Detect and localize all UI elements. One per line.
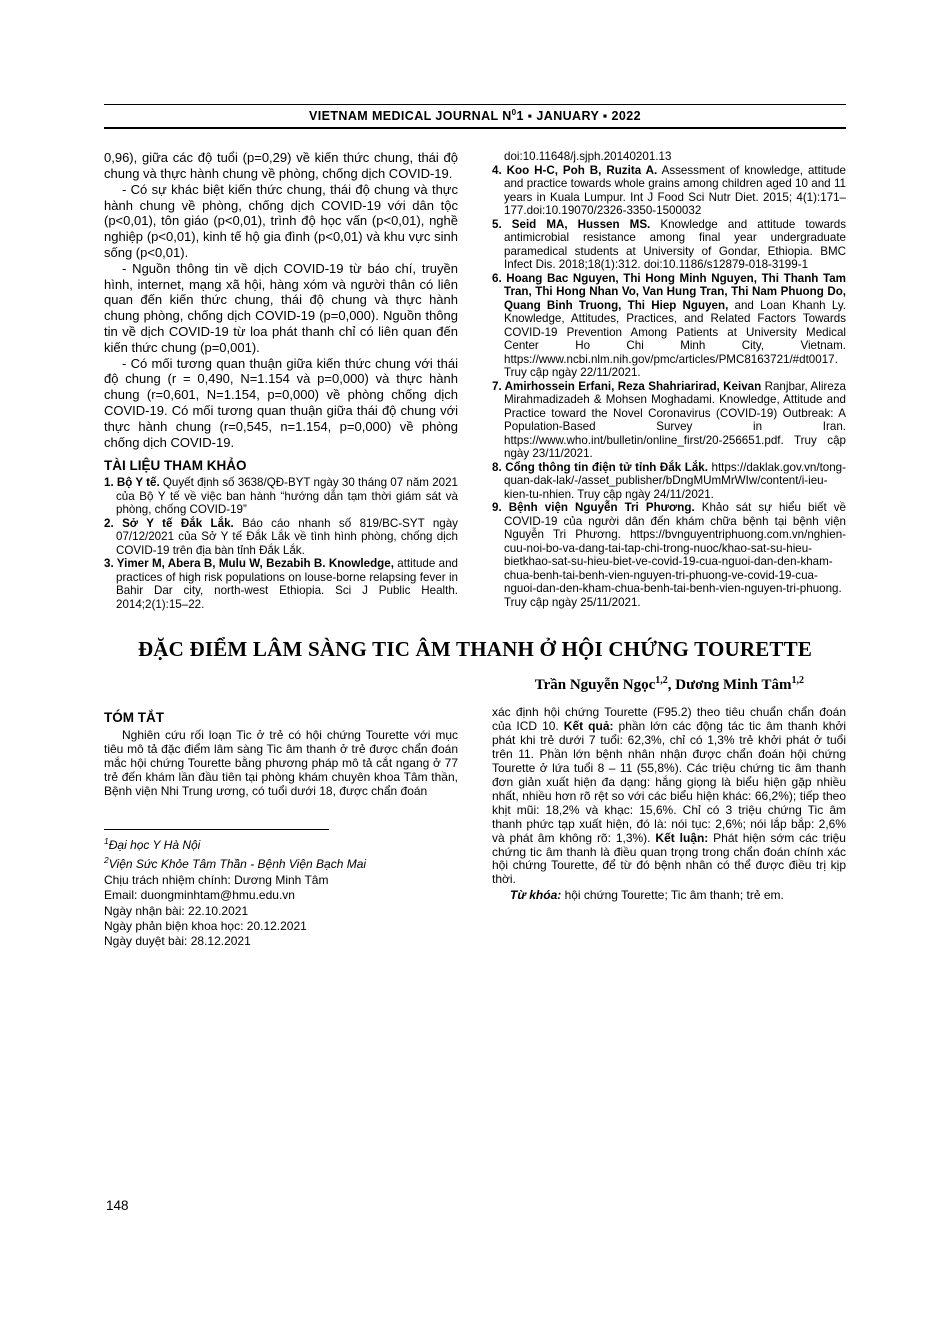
- issue-superscript: 0: [511, 108, 517, 117]
- reviewed-date-line: Ngày phản biện khoa học: 20.12.2021: [104, 919, 307, 934]
- results-paragraph: - Nguồn thông tin về dịch COVID-19 từ báo chí, truyền hình, internet, mạng xã hội, hàng xóm và người thân có liên quan đến kiến thức chung, thái độ chung và thực hành chung phòng, chống dịch COVID-19 (p=0,000). Nguồn thông tin về dịch COVID-19 từ loa phát thanh chỉ có liên quan đến kiến thức chung (p=0,001).: [104, 260, 458, 355]
- abstract-paragraph-continued: xác định hội chứng Tourette (F95.2) theo tiêu chuẩn chẩn đoán của ICD 10. Kết quả: phần lớn các động tác tic âm thanh khởi phát khi trẻ dưới 7 tuổi: 62,3%, chỉ có 1,3% trẻ khởi phát ở tuổi trên 11. Phần lớn bệnh nhân nhận được chẩn đoán hội chứng Tourette ở lứa tuổi 8 – 11 (55,8%). Các triệu chứng tic âm thanh đơn giản xuất hiện đa dạng: hắng giọng là biểu hiện gặp nhiều nhất, nhiều hơn rõ rệt so với các biểu hiện khác: 66,2%); tiếp theo khịt mũi: 18,2% và khạc: 15,6%. Chỉ có 3 triệu chứng Tic âm thanh phức tạp xuất hiện, đó là: nói tục: 2,6%; nói lắp bắp: 2,6% và phát âm không rõ: 1,3%). Kết luận: Phát hiện sớm các triệu chứng tic âm thanh là điều quan trọng trong chẩn đoán chính xác hội chứng Tourette, để từ đó bệnh nhân có thể được điều trị kịp thời.: [492, 705, 846, 887]
- affiliation-superscript: 1: [104, 836, 109, 847]
- reference-item: 3. Yimer M, Abera B, Mulu W, Bezabih B. Knowledge, attitude and practices of high risk populations on louse-borne relapsing fever in Bahir Dar city, north-west Ethiopia. Sci J Public Health. 2014;2(1):15–22.: [104, 557, 458, 611]
- journal-title: VIETNAM MEDICAL JOURNAL $N^01$ ▪ JANUARY ▪ 2022: [309, 108, 641, 124]
- email-line: Email: duongminhtam@hmu.edu.vn: [104, 888, 295, 903]
- journal-header: [104, 104, 846, 129]
- author-affiliation-superscript: 1,2: [655, 675, 668, 687]
- abstract-right-column: [492, 706, 846, 949]
- reference-item: 9. Bệnh viện Nguyễn Tri Phương. Khảo sát sự hiểu biết về COVID-19 của người dân đến khám chữa bệnh tại bệnh viện Nguyễn Tri Phương. https://bvnguyentriphuong.com.vn/nghien-cuu-noi-bo-va-dang-tai-tap-chi-trong-nuoc/khao-sat-su-hieu-bietkhao-sat-su-hieu-biet-ve-covid-19-cua-nguoi-dan-den-kham-chua-benh-tai-benh-vien-nguyen-tri-phuong-ve-covid-19-cua-nguoi-dan-den-kham-chua-benh-tai-benh-vien-nguyen-tri-phuong. Truy cập ngày 25/11/2021.: [492, 501, 847, 609]
- accepted-date-line: Ngày duyệt bài: 28.12.2021: [104, 934, 251, 949]
- affiliation-2: $^2$Viện Sức Khỏe Tâm Thần - Bệnh Viện Bạch Mai: [104, 855, 367, 872]
- references-heading: TÀI LIỆU THAM KHẢO: [104, 458, 247, 474]
- left-column: [104, 150, 458, 611]
- article-title: ĐẶC ĐIỂM LÂM SÀNG TIC ÂM THANH Ở HỘI CHỨNG TOURETTE: [137, 637, 813, 662]
- abstract-paragraph: Nghiên cứu rối loạn Tic ở trẻ có hội chứng Tourette với mục tiêu mô tả đặc điểm lâm sàng Tic âm thanh ở trẻ được chẩn đoán mắc hội chứng Tourette bằng phương pháp mô tả cắt ngang ở 77 trẻ đến khám lần đầu tiên tại phòng khám chuyên khoa Tâm thần, Bệnh viện Nhi Trung ương, có tuổi dưới 18, được chẩn đoán: [104, 728, 458, 799]
- reference-item: 5. Seid MA, Hussen MS. Knowledge and attitude towards antimicrobial resistance among final year undergraduate paramedical students at University of Gondar, Ethiopia. BMC Infect Dis. 2018;18(1):312. doi:10.1186/s12879-018-3199-1: [492, 217, 846, 272]
- results-and-references-section: [104, 150, 846, 611]
- corresponding-author-line: Chịu trách nhiệm chính: Dương Minh Tâm: [104, 872, 329, 887]
- conclusion-label: Kết luận:: [655, 830, 709, 845]
- affiliation-superscript: 2: [104, 855, 109, 866]
- page-number: 148: [106, 1198, 129, 1213]
- right-column: [492, 150, 846, 611]
- page-content: [104, 104, 846, 950]
- reference-item: 8. Cổng thông tin điện tử tỉnh Đắk Lắk. https://daklak.gov.vn/tong-quan-dak-lak/-/asset_publisher/bDngMUmMrWIw/content/i-ieu-kien-tu-nhien. Truy cập ngày 24/11/2021.: [492, 460, 846, 501]
- author-name: Trần Nguyễn Ngọc$^{1,2}$,: [534, 675, 676, 694]
- received-date-line: Ngày nhận bài: 22.10.2021: [104, 903, 249, 918]
- reference-carryover-line: doi:10.11648/j.sjph.20140201.13: [504, 150, 672, 164]
- author-affiliation-superscript: 1,2: [791, 675, 804, 687]
- results-paragraph: 0,96), giữa các độ tuổi (p=0,29) về kiến thức chung, thái độ chung và thực hành chung về phòng, chống dịch COVID-19.: [104, 150, 458, 181]
- keywords-label: Từ khóa:: [510, 888, 562, 903]
- article-footnote: [104, 829, 458, 950]
- author-name: Dương Minh Tâm$^{1,2}$: [675, 675, 804, 694]
- affiliation-1: $^1$Đại học Y Hà Nội: [104, 836, 201, 853]
- reference-item: 4. Koo H-C, Poh B, Ruzita A. Assessment of knowledge, attitude and practice towards whole grains among children aged 10 and 11 years in Kuala Lumpur. Int J Food Sci Nutr Diet. 2015; 4(1):171–177.doi:10.19070/2326-3350-1500032: [492, 163, 847, 218]
- abstract-section: [104, 706, 846, 949]
- reference-item: 7. Amirhossein Erfani, Reza Shahriarirad, Keivan Ranjbar, Alireza Mirahmadizadeh & Mohsen Moghadami. Knowledge, Attitude and Practice toward the Novel Coronavirus (COVID-19) Outbreak: A Population-Based Survey in Iran. https://www.who.int/bulletin/online_first/20-256651.pdf. Truy cập ngày 23/11/2021.: [492, 379, 846, 461]
- results-paragraph: - Có mối tương quan thuận giữa kiến thức chung với thái độ chung (r = 0,490, N=1.154 và p=0,000) và thực hành chung (r=0,601, N=1.154, p=0,000) về phòng chống dịch COVID-19. Có mối tương quan thuận giữa thái độ chung với thực hành chung (r=0,545, n=1.154, p=0,000) về phòng chống dịch COVID-19.: [104, 355, 458, 450]
- results-label: Kết quả:: [563, 719, 614, 734]
- footnote-rule: [104, 829, 329, 830]
- results-paragraph: - Có sự khác biệt kiến thức chung, thái độ chung và thực hành chung về phòng, chống dịch COVID-19 với dân tộc (p<0,01), tôn giáo (p<0,01), trình độ học vấn (p<0,01), nghề nghiệp (p<0,01), kinh tế hộ gia đình (p<0,01) và khu vực sinh sống (p<0,01).: [104, 181, 458, 260]
- keywords-line: Từ khóa: hội chứng Tourette; Tic âm thanh; trẻ em.: [510, 888, 784, 903]
- reference-item: 1. Bộ Y tế. Quyết định số 3638/QĐ-BYT ngày 30 tháng 07 năm 2021 của Bộ Y tế về việc ban hành “hướng dẫn tạm thời giám sát và phòng, chống COVID-19”: [104, 476, 458, 517]
- reference-item: 2. Sở Y tế Đắk Lắk. Báo cáo nhanh số 819/BC-SYT ngày 07/12/2021 của Sở Y tế Đắk Lắk về tình hình phòng, chống dịch COVID-19 trên địa bàn tỉnh Đắk Lắk.: [104, 516, 458, 557]
- abstract-left-column: [104, 706, 458, 949]
- article-authors: [104, 675, 846, 694]
- abstract-heading: TÓM TẮT: [104, 710, 164, 726]
- reference-item: 6. Hoang Bac Nguyen, Thi Hong Minh Nguyen, Thi Thanh Tam Tran, Thi Hong Nhan Vo, Van Hung Tran, Thi Nam Phuong Do, Quang Binh Truong, Thi Hiep Nguyen, and Loan Khanh Ly. Knowledge, Attitudes, Practices, and Related Factors Towards COVID-19 Prevention Among Patients at University Medical Center Ho Chi Minh City, Vietnam. https://www.ncbi.nlm.nih.gov/pmc/articles/PMC8163721/#dt0017. Truy cập ngày 22/11/2021.: [492, 271, 846, 380]
